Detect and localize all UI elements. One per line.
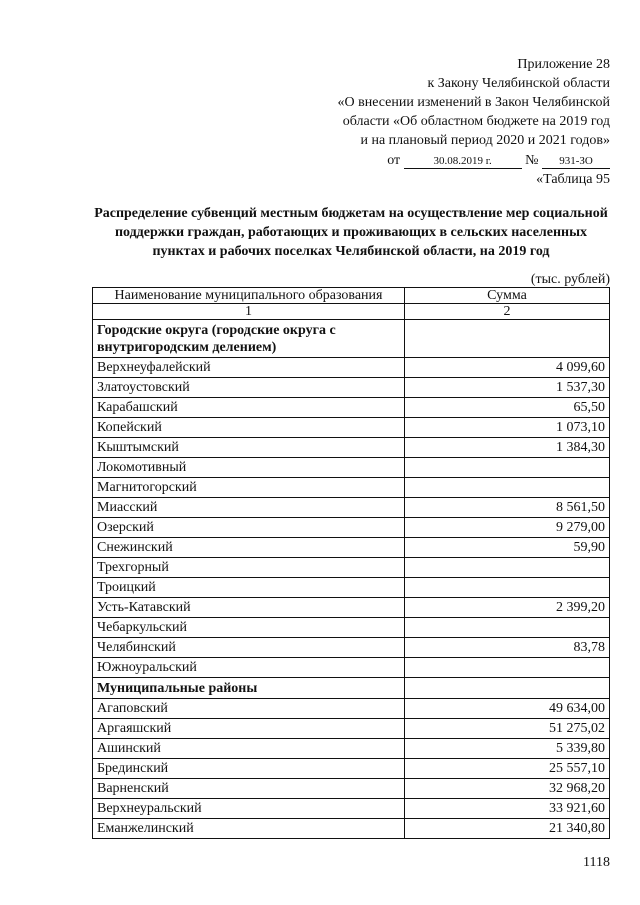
amount-cell: 25 557,10 <box>405 759 610 779</box>
units-note: (тыс. рублей) <box>530 272 610 287</box>
table-label: «Таблица 95 <box>536 172 610 187</box>
amount-cell: 8 561,50 <box>405 498 610 518</box>
amount-cell <box>405 320 610 358</box>
section-title: Городские округа (городские округа с внутригородским делением) <box>93 320 405 358</box>
amount-cell: 4 099,60 <box>405 358 610 378</box>
column-header-name: Наименование муниципального образования <box>93 288 405 304</box>
municipality-name: Ашинский <box>93 739 405 759</box>
table-row <box>93 719 610 739</box>
municipality-name: Троицкий <box>93 578 405 598</box>
number-value: 931-ЗО <box>542 154 610 169</box>
amount-cell: 83,78 <box>405 638 610 658</box>
table-row <box>93 438 610 458</box>
appendix-header <box>338 55 611 170</box>
table-row <box>93 739 610 759</box>
table-row <box>93 638 610 658</box>
amount-cell: 65,50 <box>405 398 610 418</box>
municipality-name: Еманжелинский <box>93 819 405 839</box>
appendix-line: области «Об областном бюджете на 2019 год <box>342 114 610 129</box>
amount-cell <box>405 558 610 578</box>
municipality-name: Озерский <box>93 518 405 538</box>
table-row <box>93 518 610 538</box>
appendix-line: к Закону Челябинской области <box>427 76 610 91</box>
appendix-line: Приложение 28 <box>517 57 610 72</box>
table-row <box>93 538 610 558</box>
municipality-name: Трехгорный <box>93 558 405 578</box>
municipality-name: Челябинский <box>93 638 405 658</box>
page-number: 1118 <box>583 855 610 870</box>
table-row <box>93 498 610 518</box>
municipality-name: Миасский <box>93 498 405 518</box>
date-number-line <box>338 151 611 170</box>
table-row <box>93 618 610 638</box>
amount-cell: 1 073,10 <box>405 418 610 438</box>
amount-cell <box>405 678 610 699</box>
amount-cell: 21 340,80 <box>405 819 610 839</box>
amount-cell <box>405 618 610 638</box>
table-row <box>93 699 610 719</box>
amount-cell: 32 968,20 <box>405 779 610 799</box>
column-header-sum: Сумма <box>405 288 610 304</box>
column-number: 2 <box>405 304 610 320</box>
table-row <box>93 398 610 418</box>
amount-cell <box>405 578 610 598</box>
municipality-name: Магнитогорский <box>93 478 405 498</box>
municipality-name: Карабашский <box>93 398 405 418</box>
table-header-row <box>93 288 610 304</box>
municipality-name: Копейский <box>93 418 405 438</box>
table-row <box>93 578 610 598</box>
municipality-name: Брединский <box>93 759 405 779</box>
municipality-name: Локомотивный <box>93 458 405 478</box>
column-number: 1 <box>93 304 405 320</box>
table-row <box>93 819 610 839</box>
section-row <box>93 678 610 699</box>
table-row <box>93 759 610 779</box>
number-prefix: № <box>525 153 539 168</box>
document-title: Распределение субвенций местным бюджетам на осуществление мер социальной поддержки граждан, работающих и проживающих в сельских населенных пунктах и рабочих поселках Челябинской области, на 2019 год <box>94 206 608 259</box>
date-value: 30.08.2019 г. <box>404 154 522 169</box>
amount-cell: 49 634,00 <box>405 699 610 719</box>
table-row <box>93 558 610 578</box>
municipality-name: Варненский <box>93 779 405 799</box>
date-prefix: от <box>387 153 401 168</box>
municipality-name: Златоустовский <box>93 378 405 398</box>
amount-cell: 33 921,60 <box>405 799 610 819</box>
table-row <box>93 418 610 438</box>
amount-cell <box>405 478 610 498</box>
table-body <box>93 320 610 839</box>
table-row <box>93 658 610 678</box>
amount-cell: 9 279,00 <box>405 518 610 538</box>
amount-cell: 1 537,30 <box>405 378 610 398</box>
appendix-line: и на плановый период 2020 и 2021 годов» <box>360 133 610 148</box>
table-row <box>93 458 610 478</box>
municipality-name: Южноуральский <box>93 658 405 678</box>
amount-cell: 59,90 <box>405 538 610 558</box>
table-row <box>93 799 610 819</box>
appendix-line: «О внесении изменений в Закон Челябинской <box>337 95 610 110</box>
municipality-name: Верхнеуральский <box>93 799 405 819</box>
table-row <box>93 358 610 378</box>
municipality-name: Усть-Катавский <box>93 598 405 618</box>
table-row <box>93 478 610 498</box>
municipality-name: Верхнеуфалейский <box>93 358 405 378</box>
subsidy-table <box>92 287 610 839</box>
section-title: Муниципальные районы <box>93 678 405 699</box>
table-row <box>93 378 610 398</box>
section-row <box>93 320 610 358</box>
municipality-name: Кыштымский <box>93 438 405 458</box>
municipality-name: Снежинский <box>93 538 405 558</box>
table-row <box>93 779 610 799</box>
amount-cell: 51 275,02 <box>405 719 610 739</box>
table-row <box>93 598 610 618</box>
column-number-row <box>93 304 610 320</box>
amount-cell: 2 399,20 <box>405 598 610 618</box>
municipality-name: Агаповский <box>93 699 405 719</box>
amount-cell <box>405 658 610 678</box>
amount-cell: 5 339,80 <box>405 739 610 759</box>
municipality-name: Чебаркульский <box>93 618 405 638</box>
amount-cell <box>405 458 610 478</box>
amount-cell: 1 384,30 <box>405 438 610 458</box>
municipality-name: Аргаяшский <box>93 719 405 739</box>
